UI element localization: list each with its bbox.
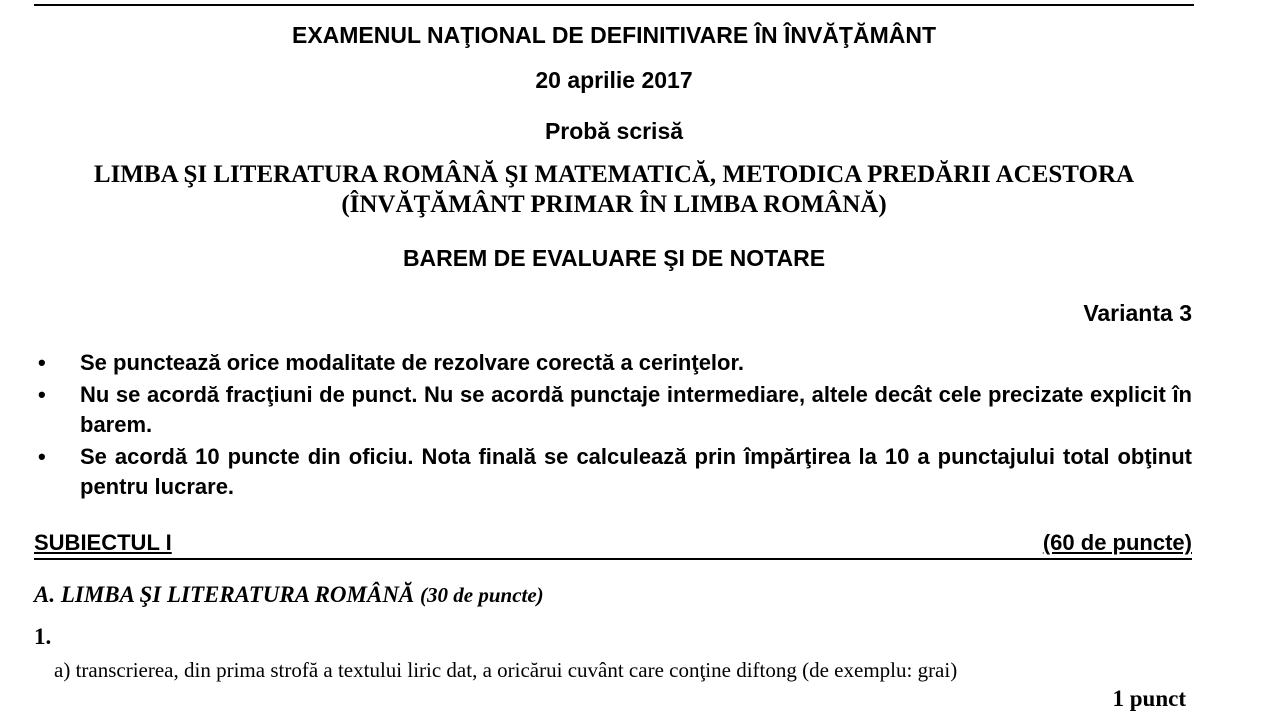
bullet-icon: • — [38, 444, 46, 469]
exam-title: EXAMENUL NAŢIONAL DE DEFINITIVARE ÎN ÎNVĂŢĂMÂNT — [291, 22, 936, 48]
section-points: (60 de puncte) — [1042, 530, 1192, 555]
bullet-icon: • — [38, 350, 46, 375]
exam-date: 20 aprilie 2017 — [535, 67, 693, 93]
part-a-points: (30 de puncte) — [420, 583, 544, 607]
section-header — [34, 530, 1192, 560]
section-title: SUBIECTUL I — [34, 530, 172, 555]
rules-list — [34, 348, 1192, 504]
list-item: • Nu se acordă fracţiuni de punct. Nu se acordă punctaje intermediare, altele decât cele precizate explicit în barem. — [38, 382, 1192, 437]
item-text: transcrierea, din prima strofă a textului liric dat, a oricărui cuvânt care conţine diftong (de exemplu: grai) — [75, 658, 958, 682]
list-item: • Se punctează orice modalitate de rezolvare corectă a cerinţelor. — [34, 348, 1192, 378]
subject-heading — [34, 160, 1194, 220]
variant-label: Varianta 3 — [1083, 300, 1192, 326]
part-a-heading — [34, 582, 544, 608]
barem-title: BAREM DE EVALUARE ŞI DE NOTARE — [402, 245, 826, 271]
subject-line-2: (ÎNVĂŢĂMÂNT PRIMAR ÎN LIMBA ROMÂNĂ) — [341, 191, 887, 218]
question-number: 1. — [34, 624, 52, 649]
test-type: Probă scrisă — [544, 118, 684, 144]
top-rule — [34, 4, 1194, 6]
list-item: • Se acordă 10 puncte din oficiu. Nota finală se calculează prin împărţirea la 10 a punctajului total obţinut pentru lucrare. — [38, 444, 1192, 499]
item-score: 1 punct — [1112, 686, 1186, 711]
subject-line-1: LIMBA ŞI LITERATURA ROMÂNĂ ŞI MATEMATICĂ, METODICA PREDĂRII ACESTORA — [93, 161, 1135, 188]
bullet-icon: • — [38, 382, 46, 407]
question-item — [54, 658, 1194, 683]
part-a-title: A. LIMBA ŞI LITERATURA ROMÂNĂ — [34, 582, 415, 607]
item-label: a) — [54, 658, 71, 682]
